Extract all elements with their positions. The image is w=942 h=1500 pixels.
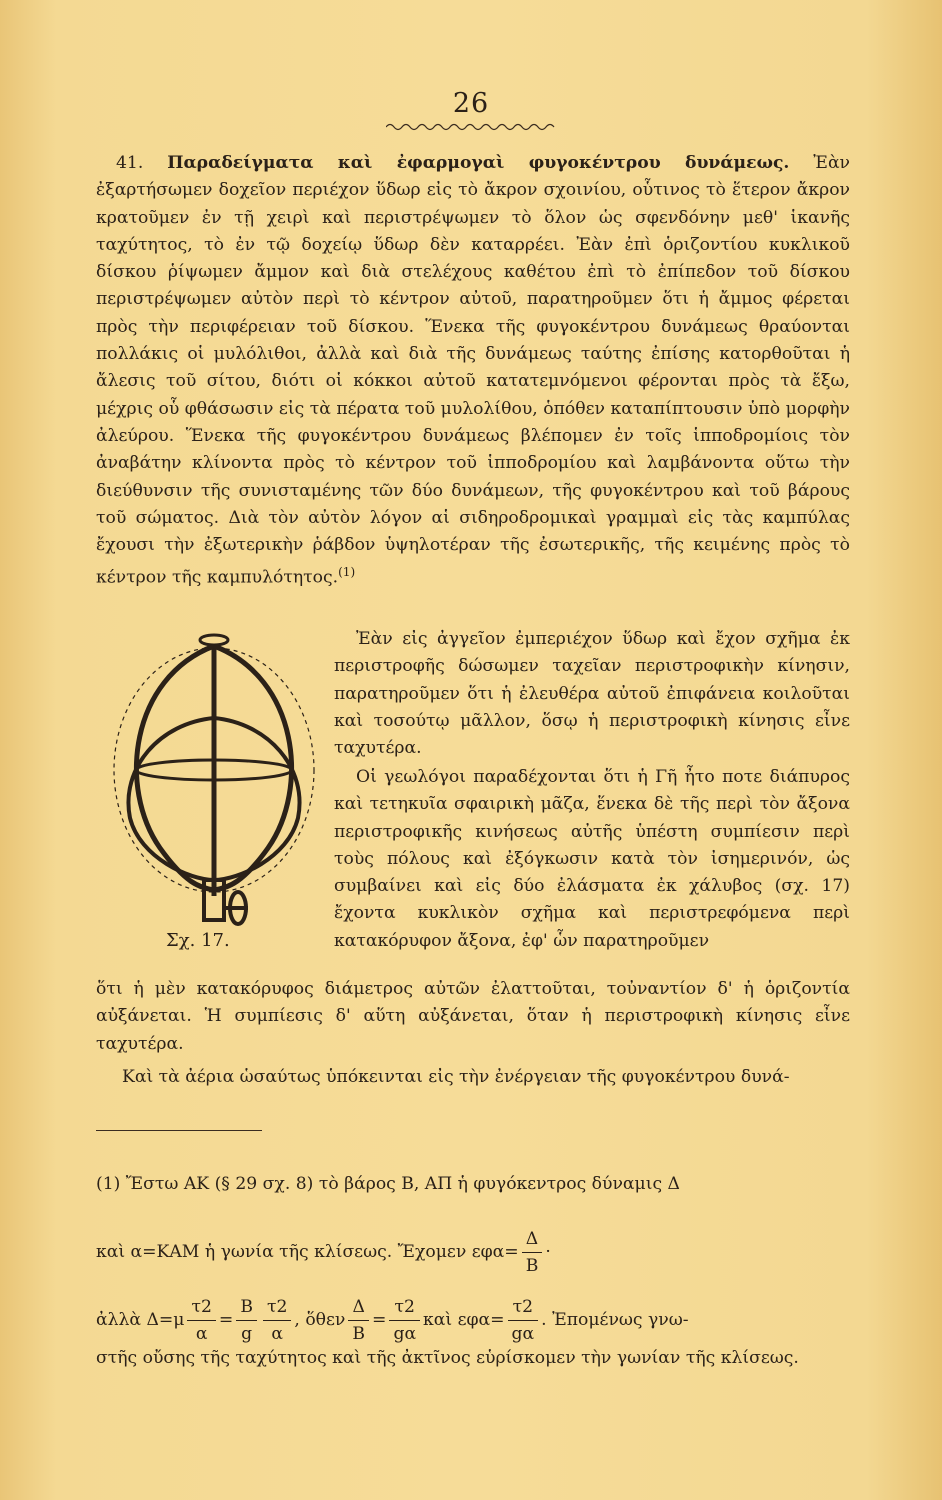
footnote-line-1: (1) Ἔστω ΑΚ (§ 29 σχ. 8) τὸ βάρος Β, ΑΠ ἡ φυγόκεντρος δύναμις Δ — [96, 1174, 680, 1194]
page-number: 26 — [452, 88, 490, 119]
fraction-numerator: Δ — [348, 1294, 369, 1321]
fraction — [236, 1294, 257, 1347]
section-title: Παραδείγματα καὶ ἐφαρμογαὶ φυγοκέντρου δυνάμεως. — [167, 153, 790, 173]
footnote-text: καὶ α=ΚΑΜ ἡ γωνία τῆς κλίσεως. Ἔχομεν εφα= — [96, 1242, 519, 1262]
footnote-text: = — [372, 1310, 387, 1330]
fraction — [389, 1294, 420, 1347]
fraction — [187, 1294, 215, 1347]
footnote-separator — [96, 1130, 262, 1131]
figure-caption: Σχ. 17. — [166, 930, 230, 951]
footnote-line-2 — [96, 1226, 850, 1279]
fraction-numerator: τ2 — [187, 1294, 215, 1321]
fraction-numerator: τ2 — [263, 1294, 291, 1321]
footnote-line-3 — [96, 1294, 850, 1347]
footnote-reference: (1) — [338, 565, 356, 580]
footnote-text: = — [218, 1310, 234, 1330]
fraction — [263, 1294, 291, 1347]
footnote-text: ἀλλὰ Δ=μ — [96, 1310, 185, 1330]
footnote-text: · — [545, 1242, 551, 1262]
footnote-text: . Ἐπομένως γνω- — [541, 1310, 689, 1330]
geologists-paragraph: Οἱ γεωλόγοι παραδέχονται ὅτι ἡ Γῆ ἦτο ποτε διάπυρος καὶ τετηκυῖα σφαιρικὴ μᾶζα, ἕνεκα δὲ τῆς περὶ τὸν ἄξονα περιστροφικῆς κινήσεως αὐτῆς ὑπέστη συμπίεσιν περὶ τοὺς πόλους καὶ ἐξόγκωσιν κατὰ τὸν ἰσημερινόν, ὡς συμβαίνει καὶ εἰς δύο ἐλάσματα ἐκ χάλυβος (σχ. 17) ἔχοντα κυκλικὸν σχῆμα καὶ περιστρεφόμενα περὶ κατακόρυφον ἄξονα, ἐφ' ὧν παρατηροῦμεν — [334, 767, 850, 951]
fraction-denominator: gα — [511, 1324, 535, 1344]
section-number: 41. — [116, 153, 144, 173]
fraction — [348, 1294, 369, 1347]
fraction-numerator: Δ — [522, 1226, 543, 1253]
fraction-denominator: Β — [525, 1256, 539, 1276]
footnote-text: , ὅθεν — [294, 1310, 346, 1330]
fraction-denominator: Β — [352, 1324, 366, 1344]
fraction — [508, 1294, 539, 1347]
fraction-numerator: τ2 — [389, 1294, 420, 1321]
fraction-denominator: g — [241, 1324, 253, 1344]
geologists-paragraph-continued: ὅτι ἡ μὲν κατακόρυφος διάμετρος αὐτῶν ἐλαττοῦται, τοὐναντίον δ' ἡ ὁριζοντία αὐξάνεται. Ἡ συμπίεσις δ' αὕτη αὐξάνεται, ὅταν ἡ περιστροφικὴ κίνησις εἶνε ταχυτέρα. — [96, 979, 850, 1054]
figure-17-illustration — [100, 618, 332, 946]
fraction — [522, 1226, 543, 1279]
section-paragraph — [96, 150, 850, 592]
section-body: Ἐὰν ἐξαρτήσωμεν δοχεῖον περιέχον ὕδωρ εἰς τὸ ἄκρον σχοινίου, οὗτινος τὸ ἕτερον ἄκρον κρατοῦμεν ἐν τῇ χειρὶ καὶ περιστρέψωμεν τὸ ὅλον ὡς σφενδόνην μεθ' ἱκανῆς ταχύτητος, τὸ ἐν τῷ δοχείῳ ὕδωρ δὲν καταρρέει. Ἐὰν ἐπὶ ὁριζοντίου κυκλικοῦ δίσκου ῥίψωμεν ἄμμον καὶ διὰ στελέχους καθέτου ἐπὶ τὸ ἐπίπεδον τοῦ δίσκου περιστρέψωμεν αὐτὸν περὶ τὸ κέντρον αὐτοῦ, παρατηροῦμεν ὅτι ἡ ἄμμος φέρεται πρὸς τὴν περιφέρειαν τοῦ δίσκου. Ἕνεκα τῆς φυγοκέντρου δυνάμεως θραύονται πολλάκις οἱ μυλόλιθοι, ἀλλὰ καὶ διὰ τῆς δυνάμεως ταύτης ἐπίσης κατορθοῦται ἡ ἄλεσις τοῦ σίτου, διότι οἱ κόκκοι αὐτοῦ κατατεμνόμενοι φέρονται πρὸς τὰ ἔξω, μέχρις οὗ φθάσωσιν εἰς τὰ πέρατα τοῦ μυλολίθου, ὁπόθεν καταπίπτουσιν ὑπὸ μορφὴν ἀλεύρου. Ἕνεκα τῆς φυγοκέντρου δυνάμεως βλέπομεν ἐν τοῖς ἱπποδρομίοις τὸν ἀναβάτην κλίνοντα πρὸς τὸ κέντρον τοῦ ἱπποδρομίου καὶ λαμβάνοντα οὕτω τὴν διεύθυνσιν τῆς συνισταμένης τῶν δύο δυνάμεων, τῆς φυγοκέντρου καὶ τοῦ βάρους τοῦ σώματος. Διὰ τὸν αὐτὸν λόγον αἱ σιδηροδρομικαὶ γραμμαὶ εἰς τὰς καμπύλας ἔχουσι τὴν ἐξωτερικὴν ῥάβδον ὑψηλοτέραν τῆς ἐσωτερικῆς, τῆς κειμένης πρὸς τὸ κέντρον τῆς καμπυλότητος. — [96, 153, 850, 589]
fraction-denominator: α — [195, 1324, 208, 1344]
vessel-paragraph: Ἐὰν εἰς ἀγγεῖον ἐμπεριέχον ὕδωρ καὶ ἔχον σχῆμα ἐκ περιστροφῆς δώσωμεν ταχεῖαν περιστροφικὴν κίνησιν, παρατηροῦμεν ὅτι ἡ ἐλευθέρα αὐτοῦ ἐπιφάνεια κοιλοῦται καὶ τοσούτῳ μᾶλλον, ὅσῳ ἡ περιστροφικὴ κίνησις εἶνε ταχυτέρα. — [334, 629, 850, 759]
gases-paragraph: Καὶ τὰ ἀέρια ὡσαύτως ὑπόκεινται εἰς τὴν ἐνέργειαν τῆς φυγοκέντρου δυνά- — [122, 1067, 790, 1087]
footnote-line-4: στῆς οὔσης τῆς ταχύτητος καὶ τῆς ἀκτῖνος εὑρίσκομεν τὴν γωνίαν τῆς κλίσεως. — [96, 1348, 799, 1368]
fraction-denominator: gα — [393, 1324, 417, 1344]
fraction-numerator: τ2 — [508, 1294, 539, 1321]
header-ornament — [386, 122, 558, 132]
footnote-text: καὶ εφα= — [423, 1310, 505, 1330]
fraction-denominator: α — [271, 1324, 283, 1344]
fraction-numerator: Β — [236, 1294, 257, 1321]
